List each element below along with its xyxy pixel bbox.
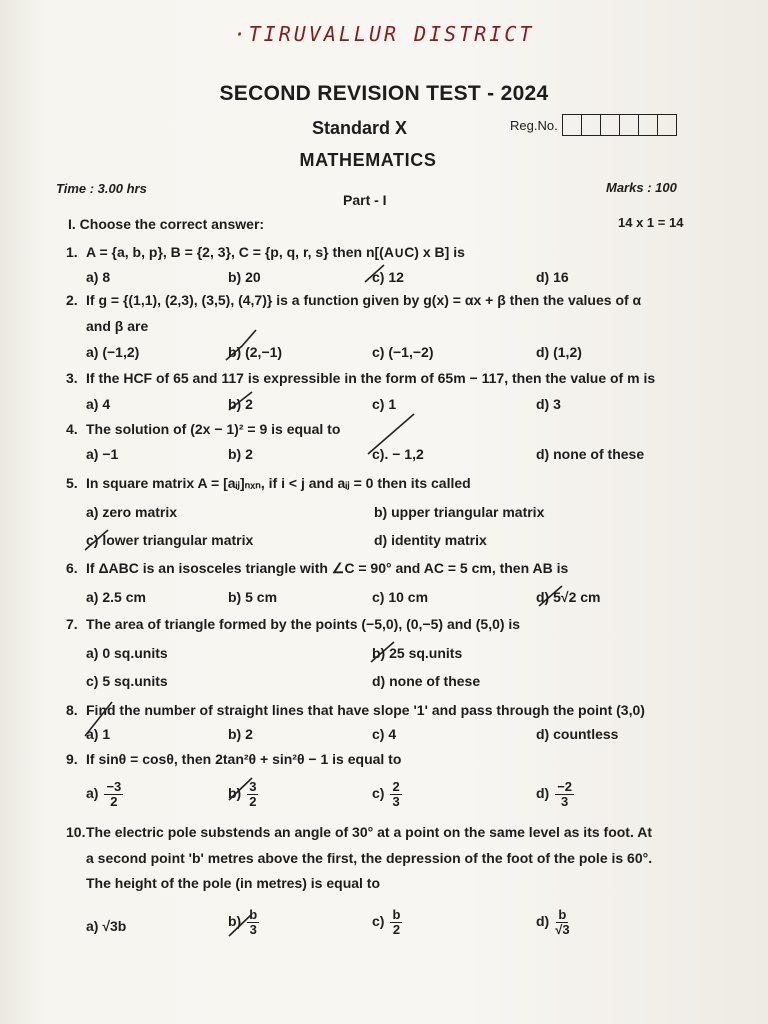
- denominator: 2: [392, 922, 401, 937]
- question-text: The electric pole substends an angle of 30° at a point on the same level as its foot. At: [86, 824, 652, 840]
- question-text: If g = {(1,1), (2,3), (3,5), (4,7)} is a function given by g(x) = αx + β then the values of α: [86, 292, 642, 308]
- district-heading: ·TIRUVALLUR DISTRICT: [233, 22, 535, 46]
- numerator: b: [392, 907, 401, 922]
- marks-label: Marks : 100: [606, 180, 677, 195]
- numerator: −3: [106, 779, 122, 794]
- option-d: d) (1,2): [536, 344, 582, 360]
- option-b: b) 5 cm: [228, 589, 278, 605]
- question-7: [66, 616, 520, 632]
- denominator: 3: [249, 922, 257, 937]
- question-6: [66, 560, 568, 577]
- score-scheme: 14 x 1 = 14: [618, 215, 684, 230]
- part-label: Part - I: [343, 192, 387, 208]
- question-10: [66, 824, 652, 840]
- option-c: c) 10 cm: [372, 589, 429, 605]
- option-b: [228, 908, 259, 937]
- option-label: b): [228, 913, 242, 930]
- fraction: [555, 908, 569, 937]
- reg-box: [601, 115, 620, 135]
- option-label: d): [536, 913, 550, 930]
- denominator: 2: [249, 794, 257, 809]
- question-text: A = {a, b, p}, B = {2, 3}, C = {p, q, r, s} then n[(A∪C) x B] is: [86, 244, 465, 260]
- question-8: [66, 702, 645, 718]
- standard-label: Standard X: [312, 118, 408, 138]
- question-5: [66, 475, 471, 492]
- option-d: [536, 780, 574, 809]
- denominator: 3: [561, 794, 569, 809]
- question-number: 6.: [66, 560, 78, 576]
- question-text-continued: The height of the pole (in metres) is equal to: [86, 875, 381, 891]
- option-label: a): [86, 785, 99, 802]
- numerator: 2: [392, 779, 400, 794]
- option-label: c): [372, 913, 385, 930]
- question-1: [66, 244, 465, 261]
- numerator: −2: [557, 779, 573, 794]
- question-number: 10.: [66, 824, 86, 840]
- subject-title: MATHEMATICS: [299, 150, 437, 170]
- question-number: 8.: [66, 702, 78, 718]
- question-text: The area of triangle formed by the points (−5,0), (0,−5) and (5,0) is: [86, 616, 521, 632]
- numerator: b: [558, 907, 567, 922]
- reg-box: [658, 115, 676, 135]
- option-c: c) lower triangular matrix: [86, 532, 254, 548]
- reg-no-field: [510, 114, 677, 136]
- option-d: [536, 908, 570, 937]
- option-c: c). − 1,2: [372, 446, 424, 462]
- question-9: [66, 751, 401, 767]
- question-number: 2.: [66, 292, 78, 308]
- question-4: [66, 421, 340, 437]
- reg-no-label: Reg.No.: [510, 117, 558, 133]
- option-a: a) 1: [86, 726, 111, 742]
- option-d: d) 3: [536, 396, 561, 412]
- option-a: a) 2.5 cm: [86, 589, 146, 605]
- reg-box: [563, 115, 582, 135]
- question-text: If the HCF of 65 and 117 is expressible in the form of 65m − 117, then the value of m is: [86, 370, 656, 386]
- option-b: b) 2: [228, 396, 253, 412]
- option-c: c) 5 sq.units: [86, 673, 168, 689]
- option-d: d) none of these: [536, 446, 645, 462]
- question-number: 7.: [66, 616, 78, 632]
- question-text: If ΔABC is an isosceles triangle with ∠C = 90° and AC = 5 cm, then AB is: [86, 560, 569, 576]
- numerator: 3: [249, 779, 257, 794]
- option-a: [86, 780, 123, 809]
- option-b: b) upper triangular matrix: [374, 504, 545, 520]
- option-c: [372, 908, 402, 937]
- question-number: 9.: [66, 751, 78, 767]
- fraction: [247, 780, 258, 809]
- question-text-continued: a second point 'b' metres above the first, the depression of the foot of the pole is 60°.: [86, 850, 653, 866]
- denominator: 2: [110, 794, 118, 809]
- question-3: [66, 370, 655, 386]
- option-b: b) 25 sq.units: [372, 645, 463, 661]
- fraction: [390, 908, 402, 937]
- fraction: [555, 780, 574, 809]
- reg-box: [639, 115, 658, 135]
- option-a: a) 8: [86, 269, 111, 285]
- test-title: SECOND REVISION TEST - 2024: [219, 82, 549, 105]
- option-d: d) 16: [536, 269, 569, 285]
- option-a: a) zero matrix: [86, 504, 178, 520]
- option-c: [372, 780, 402, 809]
- numerator: b: [249, 907, 258, 922]
- reg-box: [620, 115, 639, 135]
- option-d: d) countless: [536, 726, 619, 742]
- option-c: c) 1: [372, 396, 397, 412]
- question-text: In square matrix A = [aᵢⱼ]ₙₓₙ, if i < j and aᵢⱼ = 0 then its called: [86, 475, 471, 491]
- reg-no-boxes: [562, 114, 677, 136]
- option-a: a) 4: [86, 396, 111, 412]
- question-number: 1.: [66, 244, 78, 260]
- denominator: √3: [555, 922, 570, 937]
- option-c: c) (−1,−2): [372, 344, 434, 360]
- option-c: c) 4: [372, 726, 397, 742]
- question-text-continued: and β are: [86, 318, 149, 334]
- instruction: I. Choose the correct answer:: [68, 216, 265, 232]
- question-number: 5.: [66, 475, 78, 491]
- question-text: The solution of (2x − 1)² = 9 is equal to: [86, 421, 341, 437]
- option-b: [228, 780, 258, 809]
- option-d: d) 5√2 cm: [536, 589, 601, 605]
- fraction: [104, 780, 123, 809]
- question-number: 3.: [66, 370, 78, 386]
- option-label: c): [372, 785, 385, 802]
- option-b: b) 2: [228, 446, 253, 462]
- denominator: 3: [392, 794, 400, 809]
- option-b: b) 2: [228, 726, 253, 742]
- option-label: d): [536, 785, 550, 802]
- option-label: b): [228, 785, 242, 802]
- question-text: Find the number of straight lines that have slope '1' and pass through the point (3,0): [86, 702, 645, 718]
- question-number: 4.: [66, 421, 78, 437]
- option-c: c) 12: [372, 269, 404, 285]
- fraction: [247, 908, 259, 937]
- option-a: a) −1: [86, 446, 119, 462]
- option-a: a) (−1,2): [86, 344, 140, 360]
- time-label: Time : 3.00 hrs: [56, 181, 147, 196]
- option-d: d) identity matrix: [374, 532, 487, 548]
- fraction: [390, 780, 401, 809]
- question-2: [66, 292, 641, 308]
- question-text: If sinθ = cosθ, then 2tan²θ + sin²θ − 1 is equal to: [86, 751, 402, 767]
- reg-box: [582, 115, 601, 135]
- option-b: b) 20: [228, 269, 261, 285]
- option-a: a) √3b: [86, 918, 127, 934]
- option-b: b) (2,−1): [228, 344, 283, 360]
- option-d: d) none of these: [372, 673, 481, 689]
- option-a: a) 0 sq.units: [86, 645, 168, 661]
